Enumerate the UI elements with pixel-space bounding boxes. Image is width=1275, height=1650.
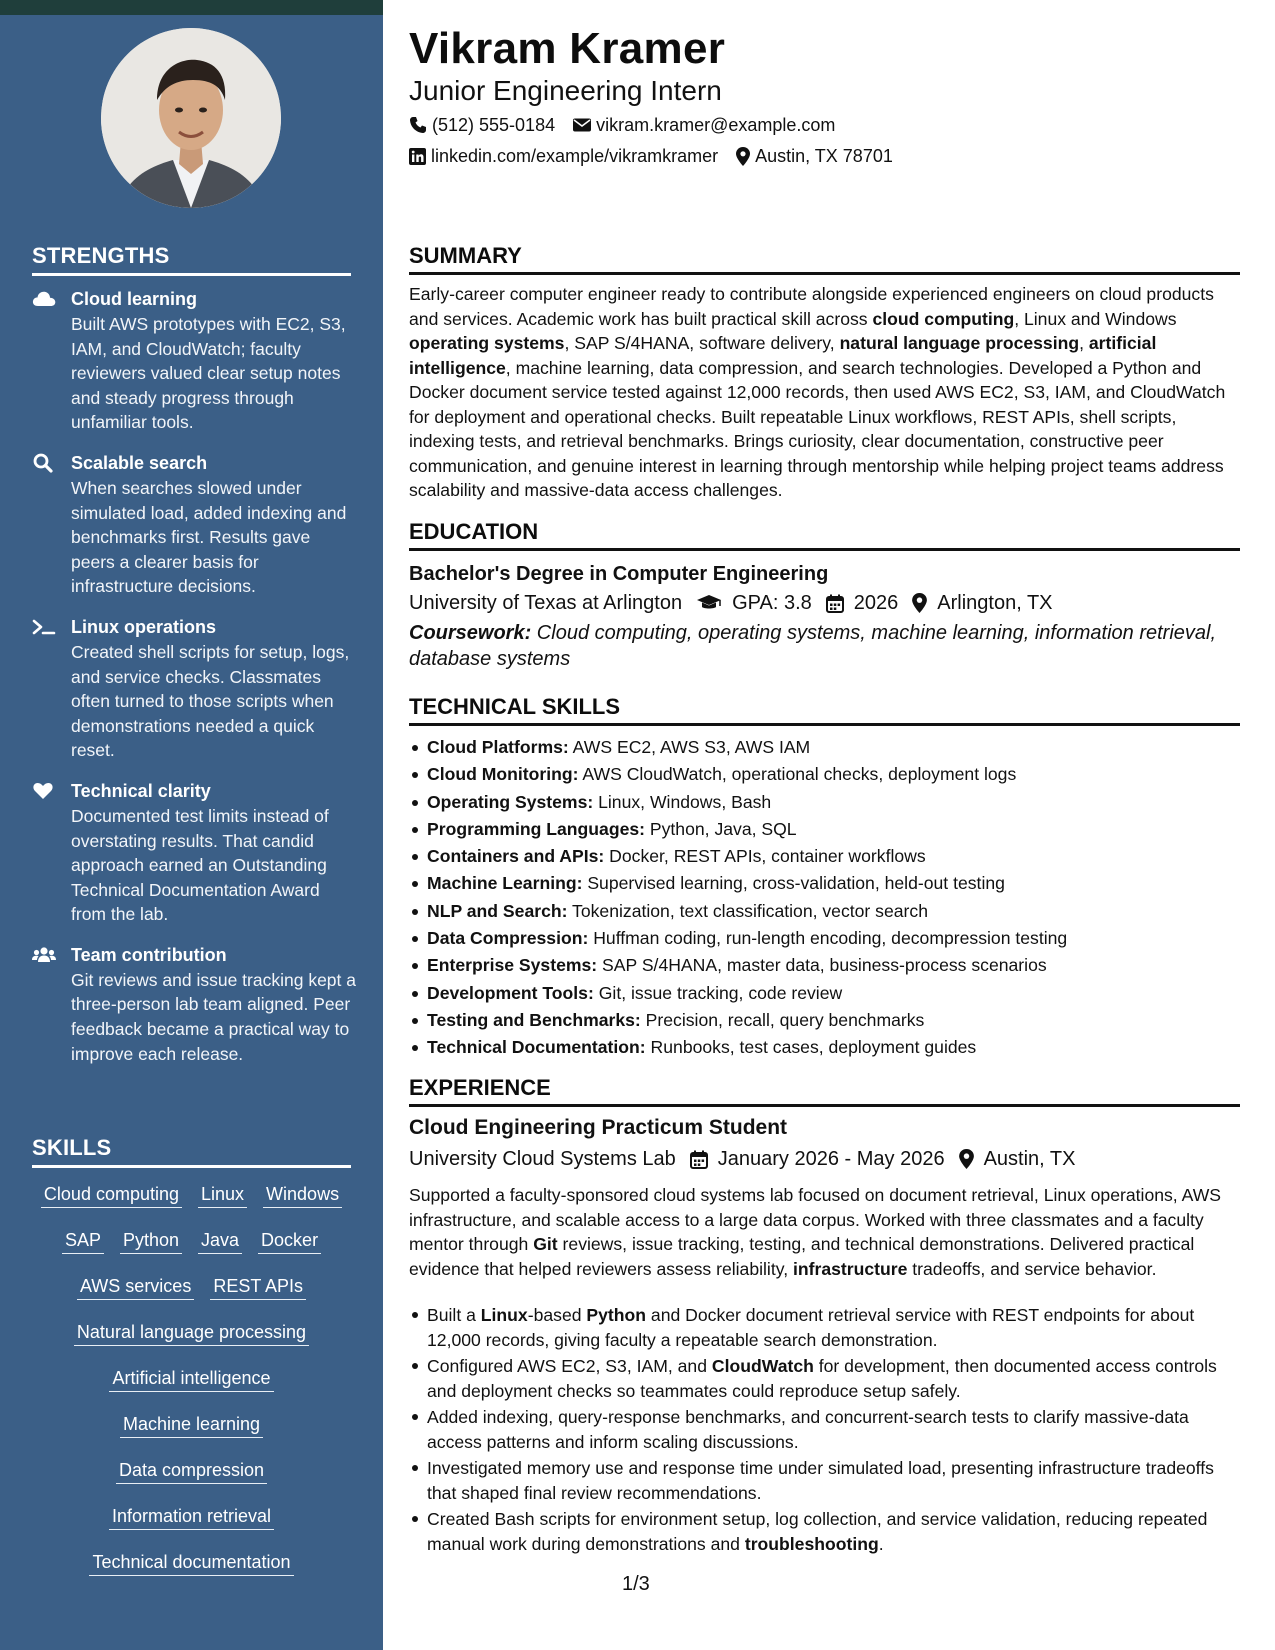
- school-name: [409, 590, 682, 616]
- skills-row: [32, 1367, 351, 1392]
- strength-item: [32, 779, 357, 927]
- list-item: [409, 1303, 1240, 1352]
- skills-row: [32, 1551, 351, 1576]
- text-run: Early-career computer engineer ready to contribute alongside experienced engineers on cloud products and services. Academic work has built practical skill across: [409, 284, 1214, 329]
- skills-row: [32, 1505, 351, 1530]
- skill-chip: Artificial intelligence: [109, 1367, 273, 1392]
- skills-row: [32, 1413, 351, 1438]
- skill-chip: AWS services: [77, 1275, 194, 1300]
- strength-title: Cloud learning: [71, 289, 197, 309]
- list-item: [409, 1007, 1240, 1034]
- text-run: Created Bash scripts for environment setup, log collection, and service validation, reducing repeated manual work during demonstrations and: [427, 1509, 1208, 1554]
- job-intro: [409, 1183, 1240, 1281]
- skill-value: Runbooks, test cases, deployment guides: [645, 1037, 977, 1058]
- strengths-list: [32, 287, 357, 1082]
- job-location: [959, 1146, 1076, 1172]
- year-text: 2026: [853, 592, 899, 614]
- summary-text: [409, 282, 1240, 503]
- list-item: [409, 980, 1240, 1007]
- skills-heading: SKILLS: [32, 1134, 351, 1168]
- list-item: [409, 925, 1240, 952]
- technical-skills-list: [409, 734, 1240, 1062]
- strength-title: Team contribution: [71, 944, 227, 965]
- strength-desc: Created shell scripts for setup, logs, and service checks. Classmates often turned to those scripts when demonstrations needed a quick reset.: [71, 641, 350, 761]
- strength-title: Scalable search: [71, 452, 208, 473]
- skill-chip: Technical documentation: [89, 1551, 293, 1576]
- skill-value: Python, Java, SQL: [645, 818, 797, 839]
- list-item: [409, 1034, 1240, 1061]
- text-run: and Docker document retrieval service with REST endpoints for about 12,000 records, giving faculty a repeatable search demonstration.: [427, 1305, 1195, 1350]
- cloud-icon: [32, 289, 56, 309]
- list-item: [409, 789, 1240, 816]
- sidebar-top-bar: [0, 0, 383, 15]
- strength-item: [32, 615, 357, 763]
- text-run: Investigated memory use and response time under simulated load, presenting infrastructure tradeoffs that shaped final review recommendations.: [427, 1458, 1214, 1503]
- skill-chip: Docker: [258, 1229, 321, 1254]
- job-location-text: Austin, TX: [983, 1148, 1076, 1170]
- skill-label: Testing and Benchmarks:: [427, 1009, 641, 1030]
- text-run: , machine learning, data compression, and search technologies. Developed a Python and Docker document service tested against 12,000 records, then used AWS EC2, S3, IAM, and CloudWatch for deployment and operational checks. Built repeatable Linux workflows, REST APIs, shell scripts, indexing tests, and retrieval benchmarks. Brings curiosity, clear documentation, constructive peer communication, and genuine interest in learning through mentorship while helping project teams address scalability and massive-data access challenges.: [409, 357, 1226, 500]
- strength-item: [32, 287, 357, 435]
- envelope-icon: [573, 117, 591, 133]
- contact-location: [736, 145, 893, 167]
- strength-title: Technical clarity: [71, 780, 211, 801]
- technical-skills-heading: TECHNICAL SKILLS: [409, 693, 1240, 726]
- skill-label: Machine Learning:: [427, 873, 583, 894]
- emphasis-text: troubleshooting: [744, 1533, 879, 1554]
- skill-value: AWS EC2, AWS S3, AWS IAM: [568, 737, 811, 757]
- skills-row: [32, 1321, 351, 1346]
- list-item: [409, 843, 1240, 870]
- sidebar: [0, 0, 383, 1650]
- strength-desc: Built AWS prototypes with EC2, S3, IAM, and CloudWatch; faculty reviewers valued clear setup notes and steady progress through unfamiliar tools.: [71, 314, 346, 433]
- text-run: , Linux and Windows: [1014, 308, 1177, 329]
- skills-row: [32, 1459, 351, 1484]
- skill-value: Tokenization, text classification, vector search: [567, 900, 928, 921]
- skill-label: Cloud Platforms:: [427, 737, 569, 757]
- coursework: [409, 620, 1240, 672]
- strength-desc: When searches slowed under simulated load, added indexing and benchmarks first. Results gave peers a clearer basis for infrastructure decisions.: [71, 477, 347, 597]
- linkedin-text: linkedin.com/example/vikramkramer: [431, 146, 719, 166]
- calendar-icon: [690, 1150, 708, 1169]
- grad-year: [826, 590, 899, 616]
- list-item: [409, 898, 1240, 925]
- degree-title: Bachelor's Degree in Computer Engineering: [409, 563, 829, 585]
- text-run: reviews, issue tracking, testing, and technical demonstrations. Delivered practical evidence that helped reviewers assess reliability,: [409, 1234, 1195, 1279]
- strength-title: Linux operations: [71, 616, 217, 637]
- email-text: vikram.kramer@example.com: [596, 115, 836, 135]
- job-title: Cloud Engineering Practicum Student: [409, 1116, 788, 1139]
- skills-row: [32, 1183, 351, 1208]
- skill-value: Linux, Windows, Bash: [593, 791, 772, 812]
- phone-icon: [409, 116, 427, 134]
- skill-label: NLP and Search:: [427, 900, 568, 921]
- contact-linkedin: [409, 145, 718, 167]
- skills-row: [32, 1229, 351, 1254]
- text-run: Configured AWS EC2, S3, IAM, and: [427, 1356, 712, 1376]
- skill-chip: Information retrieval: [109, 1505, 274, 1530]
- contact-email: [573, 114, 835, 136]
- text-run: -based: [527, 1305, 587, 1325]
- skill-label: Operating Systems:: [427, 791, 594, 812]
- emphasis-text: cloud computing: [872, 308, 1015, 329]
- skill-value: Precision, recall, query benchmarks: [640, 1009, 925, 1030]
- skill-chip: Python: [120, 1229, 182, 1254]
- map-pin-icon: [912, 593, 927, 613]
- text-run: for development, then documented access controls and deployment checks so teammates could reproduce setup safely.: [427, 1356, 1217, 1401]
- text-run: Added indexing, query-response benchmarks, and concurrent-search tests to clarify massive-data access patterns and inform scaling discussions.: [427, 1407, 1189, 1452]
- gpa-text: GPA: 3.8: [732, 592, 812, 614]
- strength-desc: Documented test limits instead of overstating results. That candid approach earned an Outstanding Technical Documentation Award from the lab.: [71, 805, 329, 925]
- skill-label: Enterprise Systems:: [427, 955, 598, 976]
- experience-heading: EXPERIENCE: [409, 1074, 1240, 1107]
- skill-value: Huffman coding, run-length encoding, decompression testing: [588, 928, 1068, 949]
- skill-chip: Cloud computing: [41, 1183, 182, 1208]
- gpa: [696, 590, 812, 616]
- location-text: Austin, TX 78701: [755, 146, 893, 166]
- skill-value: AWS CloudWatch, operational checks, deployment logs: [578, 764, 1017, 785]
- school-text: University of Texas at Arlington: [409, 592, 683, 614]
- avatar: [101, 28, 281, 208]
- strength-desc: Git reviews and issue tracking kept a three-person lab team aligned. Peer feedback became a practical way to improve each release.: [71, 969, 356, 1064]
- skill-chip: Linux: [198, 1183, 247, 1208]
- emphasis-text: CloudWatch: [711, 1356, 814, 1376]
- skill-label: Programming Languages:: [427, 818, 645, 839]
- heart-icon: [32, 781, 56, 801]
- skill-label: Technical Documentation:: [427, 1037, 646, 1058]
- text-run: , SAP S/4HANA, software delivery,: [564, 333, 840, 353]
- page-number: 1/3: [622, 1573, 650, 1595]
- edu-location-text: Arlington, TX: [937, 592, 1053, 614]
- skill-label: Development Tools:: [427, 982, 594, 1003]
- skill-value: Docker, REST APIs, container workflows: [604, 846, 926, 867]
- strengths-heading: STRENGTHS: [32, 242, 351, 276]
- list-item: [409, 761, 1240, 788]
- search-icon: [32, 453, 56, 473]
- edu-location: [912, 590, 1052, 616]
- emphasis-text: operating systems: [409, 333, 565, 353]
- coursework-label: Coursework:: [409, 622, 532, 644]
- list-item: [409, 1354, 1240, 1403]
- contact-phone: [409, 114, 555, 136]
- emphasis-text: Linux: [480, 1305, 528, 1325]
- skill-value: Git, issue tracking, code review: [593, 982, 843, 1003]
- strength-item: [32, 943, 357, 1066]
- text-run: .: [878, 1533, 884, 1554]
- list-item: [409, 952, 1240, 979]
- list-item: [409, 1456, 1240, 1505]
- job-dates: [690, 1146, 945, 1172]
- skill-label: Cloud Monitoring:: [427, 764, 579, 785]
- skills-row: [32, 1275, 351, 1300]
- skill-label: Containers and APIs:: [427, 846, 605, 867]
- skill-chip: Natural language processing: [74, 1321, 309, 1346]
- list-item: [409, 816, 1240, 843]
- graduation-cap-icon: [696, 594, 722, 612]
- job-org: [409, 1146, 676, 1172]
- coursework-text: Cloud computing, operating systems, machine learning, information retrieval, database systems: [409, 622, 1217, 670]
- text-run: Built a: [427, 1305, 481, 1325]
- contact-row: [409, 145, 911, 167]
- candidate-name: Vikram Kramer: [409, 24, 726, 73]
- map-pin-icon: [959, 1149, 974, 1169]
- education-meta: [409, 590, 1067, 616]
- skill-chip: REST APIs: [210, 1275, 306, 1300]
- skill-chip: Data compression: [116, 1459, 267, 1484]
- users-icon: [32, 945, 56, 965]
- org-text: University Cloud Systems Lab: [409, 1148, 676, 1170]
- emphasis-text: artificial intelligence: [409, 333, 1157, 378]
- list-item: [409, 734, 1240, 761]
- skill-chip: SAP: [62, 1229, 104, 1254]
- linkedin-icon: [409, 148, 426, 165]
- dates-text: January 2026 - May 2026: [717, 1148, 945, 1170]
- text-run: tradeoffs, and service behavior.: [907, 1258, 1157, 1279]
- contact-row: [409, 114, 853, 136]
- summary-heading: SUMMARY: [409, 242, 1240, 275]
- map-pin-icon: [736, 147, 750, 166]
- candidate-role: Junior Engineering Intern: [409, 75, 722, 106]
- skill-chip: Windows: [263, 1183, 342, 1208]
- text-run: Supported a faculty-sponsored cloud systems lab focused on document retrieval, Linux operations, AWS infrastructure, and scalable access to a large data corpus. Worked with three classmates and a faculty mentor through: [409, 1185, 1222, 1254]
- strength-item: [32, 451, 357, 599]
- skill-label: Data Compression:: [427, 928, 589, 949]
- emphasis-text: natural language processing: [839, 333, 1080, 353]
- calendar-icon: [826, 594, 844, 613]
- emphasis-text: infrastructure: [793, 1258, 908, 1279]
- skill-value: Supervised learning, cross-validation, held-out testing: [582, 873, 1005, 894]
- emphasis-text: Python: [586, 1305, 647, 1325]
- job-meta: [409, 1146, 1090, 1172]
- skill-chip: Machine learning: [120, 1413, 263, 1438]
- job-bullets: [409, 1303, 1240, 1558]
- list-item: [409, 870, 1240, 897]
- skill-chip: Java: [198, 1229, 242, 1254]
- phone-text: (512) 555-0184: [432, 115, 556, 135]
- terminal-icon: [32, 617, 56, 637]
- list-item: [409, 1507, 1240, 1556]
- emphasis-text: Git: [533, 1234, 558, 1254]
- list-item: [409, 1405, 1240, 1454]
- education-heading: EDUCATION: [409, 518, 1240, 551]
- skill-value: SAP S/4HANA, master data, business-process scenarios: [597, 955, 1047, 976]
- skills-chips: [32, 1183, 351, 1597]
- text-run: ,: [1079, 333, 1089, 353]
